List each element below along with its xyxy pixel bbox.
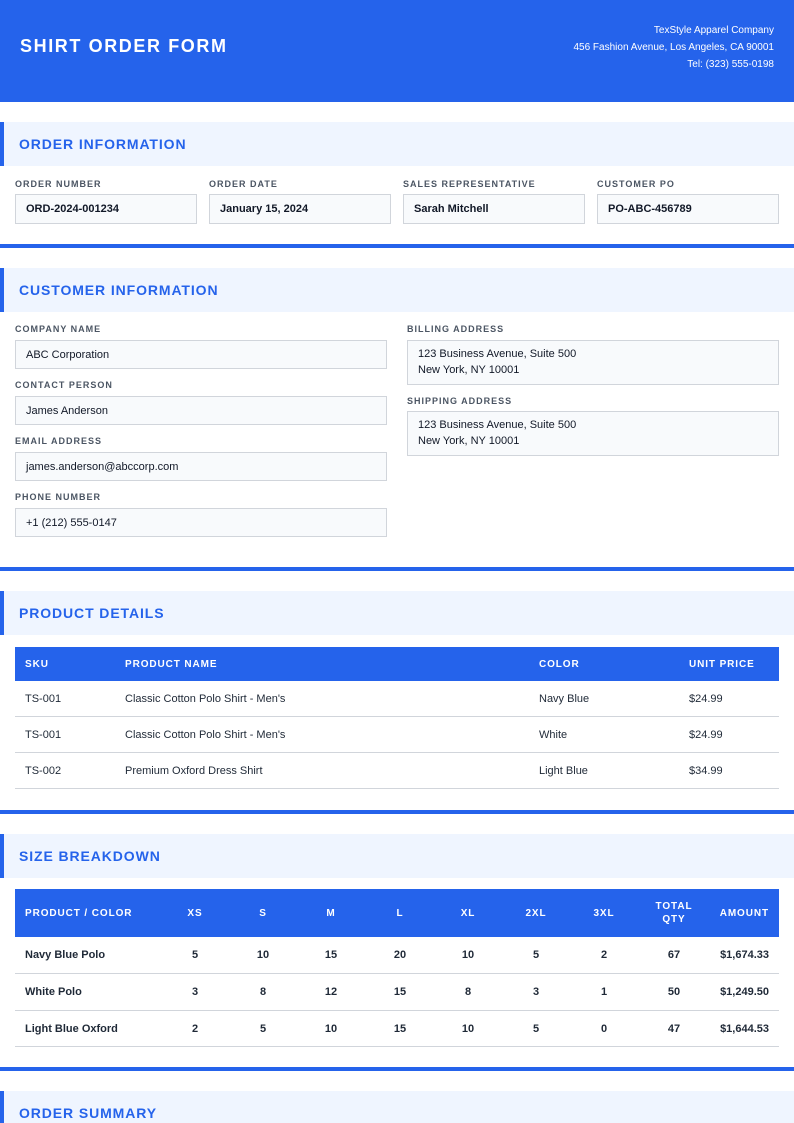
customer-po-label: CUSTOMER PO xyxy=(597,179,675,189)
page-header xyxy=(0,0,794,102)
xs-cell: 2 xyxy=(191,1022,199,1035)
xs-cell: 3 xyxy=(191,986,199,998)
contact-person-field[interactable]: James Anderson xyxy=(15,396,387,425)
billing-address-line1: 123 Business Avenue, Suite 500 xyxy=(418,348,577,360)
3xl-cell: 0 xyxy=(600,1022,608,1035)
section-title: CUSTOMER INFORMATION xyxy=(19,282,219,298)
phone-field[interactable]: +1 (212) 555-0147 xyxy=(15,508,387,537)
sku-cell: TS-001 xyxy=(25,728,62,741)
column-header: XS xyxy=(187,907,203,919)
section-title: SIZE BREAKDOWN xyxy=(19,848,161,864)
customer-information-header xyxy=(0,268,794,312)
product-details-table xyxy=(15,647,779,789)
unit-price-cell: $34.99 xyxy=(689,764,723,777)
table-row xyxy=(15,753,779,789)
form-title: SHIRT ORDER FORM xyxy=(20,36,228,56)
l-cell: 15 xyxy=(393,986,407,998)
color-cell: Light Blue xyxy=(539,764,588,777)
shipping-address-field[interactable] xyxy=(407,411,779,456)
product-color-cell: Navy Blue Polo xyxy=(25,949,106,961)
company-name-field[interactable]: ABC Corporation xyxy=(15,340,387,369)
contact-person-label: CONTACT PERSON xyxy=(15,380,113,390)
s-cell: 10 xyxy=(256,949,270,961)
section-divider xyxy=(0,1067,794,1071)
column-header: M xyxy=(326,907,336,919)
column-header: SKU xyxy=(25,658,49,670)
product-color-cell: White Polo xyxy=(25,986,82,998)
total-qty-cell: 67 xyxy=(667,949,681,961)
product-details-header xyxy=(0,591,794,635)
m-cell: 12 xyxy=(324,986,338,998)
company-name: TexStyle Apparel Company xyxy=(653,25,774,36)
shipping-address-label: SHIPPING ADDRESS xyxy=(407,396,513,406)
sku-cell: TS-001 xyxy=(25,692,62,705)
table-row xyxy=(15,937,779,974)
section-title: ORDER SUMMARY xyxy=(19,1105,157,1121)
s-cell: 8 xyxy=(259,986,267,998)
total-qty-cell: 47 xyxy=(667,1022,681,1035)
column-header: PRODUCT / COLOR xyxy=(25,907,133,919)
unit-price-cell: $24.99 xyxy=(689,692,723,705)
column-header: 3XL xyxy=(593,907,615,919)
sales-rep-label: SALES REPRESENTATIVE xyxy=(403,179,536,189)
total-qty-cell: 50 xyxy=(667,986,681,998)
customer-po-field[interactable]: PO-ABC-456789 xyxy=(597,194,779,224)
section-title: PRODUCT DETAILS xyxy=(19,605,165,621)
product-name-cell: Premium Oxford Dress Shirt xyxy=(125,764,263,777)
amount-cell: $1,674.33 xyxy=(720,949,769,961)
column-header: PRODUCT NAME xyxy=(125,658,218,670)
order-number-label: ORDER NUMBER xyxy=(15,179,102,189)
product-name-cell: Classic Cotton Polo Shirt - Men's xyxy=(125,728,286,741)
color-cell: Navy Blue xyxy=(539,692,590,705)
section-divider xyxy=(0,567,794,571)
l-cell: 15 xyxy=(393,1022,407,1035)
billing-address-field[interactable] xyxy=(407,340,779,385)
order-date-field[interactable]: January 15, 2024 xyxy=(209,194,391,224)
column-header: L xyxy=(396,907,404,919)
billing-address-line2: New York, NY 10001 xyxy=(418,363,520,376)
column-header: UNIT PRICE xyxy=(689,658,755,670)
color-cell: White xyxy=(539,728,568,741)
s-cell: 5 xyxy=(259,1022,267,1035)
table-header-row xyxy=(15,647,779,681)
column-header: COLOR xyxy=(539,658,580,670)
xl-cell: 10 xyxy=(461,1022,475,1035)
unit-price-cell: $24.99 xyxy=(689,728,723,741)
column-header: S xyxy=(259,907,267,919)
section-divider xyxy=(0,810,794,814)
2xl-cell: 5 xyxy=(532,1022,540,1035)
column-header: AMOUNT xyxy=(719,907,769,919)
xl-cell: 10 xyxy=(461,949,475,961)
order-date-label: ORDER DATE xyxy=(209,179,278,189)
table-row xyxy=(15,1011,779,1047)
total-label: TOTAL xyxy=(655,901,693,912)
table-row xyxy=(15,681,779,717)
company-info xyxy=(573,22,774,73)
3xl-cell: 1 xyxy=(600,986,608,998)
3xl-cell: 2 xyxy=(600,949,608,961)
section-divider xyxy=(0,244,794,248)
size-breakdown-header xyxy=(0,834,794,878)
size-breakdown-table xyxy=(15,889,779,1047)
sku-cell: TS-002 xyxy=(25,764,62,777)
l-cell: 20 xyxy=(393,949,407,961)
company-phone: Tel: (323) 555-0198 xyxy=(687,59,774,70)
table-row xyxy=(15,717,779,753)
order-information-header xyxy=(0,122,794,166)
shipping-address-line1: 123 Business Avenue, Suite 500 xyxy=(418,419,577,431)
xs-cell: 5 xyxy=(191,949,199,961)
product-name-cell: Classic Cotton Polo Shirt - Men's xyxy=(125,692,286,705)
2xl-cell: 5 xyxy=(532,949,540,961)
table-row xyxy=(15,974,779,1011)
email-field[interactable]: james.anderson@abccorp.com xyxy=(15,452,387,481)
section-title: ORDER INFORMATION xyxy=(19,136,187,152)
company-name-label: COMPANY NAME xyxy=(15,324,102,334)
qty-label: QTY xyxy=(662,914,686,925)
column-header: XL xyxy=(460,907,476,919)
email-label: EMAIL ADDRESS xyxy=(15,436,103,446)
amount-cell: $1,249.50 xyxy=(720,986,769,998)
order-summary-header xyxy=(0,1091,794,1123)
table-header-row xyxy=(15,889,779,937)
amount-cell: $1,644.53 xyxy=(720,1022,769,1035)
xl-cell: 8 xyxy=(464,986,472,998)
order-number-field[interactable]: ORD-2024-001234 xyxy=(15,194,197,224)
2xl-cell: 3 xyxy=(532,986,540,998)
company-address: 456 Fashion Avenue, Los Angeles, CA 90001 xyxy=(573,42,774,53)
product-color-cell: Light Blue Oxford xyxy=(25,1022,118,1035)
m-cell: 10 xyxy=(324,1022,338,1035)
m-cell: 15 xyxy=(324,949,338,961)
phone-label: PHONE NUMBER xyxy=(15,492,102,502)
column-header: 2XL xyxy=(525,907,547,919)
sales-rep-field[interactable]: Sarah Mitchell xyxy=(403,194,585,224)
billing-address-label: BILLING ADDRESS xyxy=(407,324,505,334)
shipping-address-line2: New York, NY 10001 xyxy=(418,434,520,447)
